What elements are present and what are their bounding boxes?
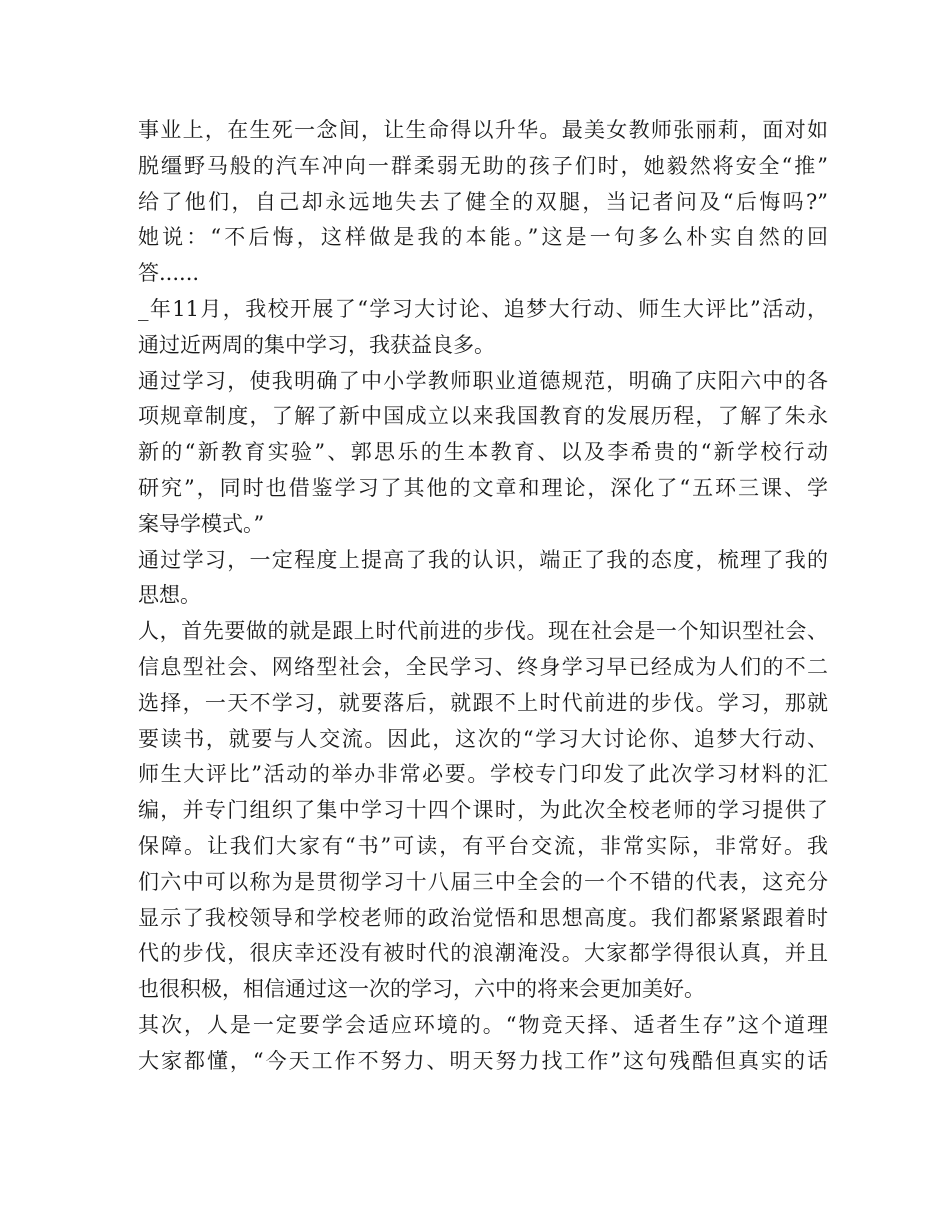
text-line: 思想。: [138, 583, 201, 608]
text-line: 编，并专门组织了集中学习十四个课时，为此次全校老师的学习提供了: [138, 798, 828, 823]
text-line: 人，首先要做的就是跟上时代前进的步伐。现在社会是一个知识型社会、: [138, 619, 828, 644]
text-line: 们六中可以称为是贯彻学习十八届三中全会的一个不错的代表，这充分: [138, 869, 828, 894]
text-line: 她说：“不后悔，这样做是我的本能。”这是一句多么朴实自然的回: [138, 225, 828, 250]
text-line: 保障。让我们大家有“书”可读，有平台交流，非常实际，非常好。我: [138, 833, 828, 858]
document-body-text: [138, 113, 828, 1080]
text-line: 脱缰野马般的汽车冲向一群柔弱无助的孩子们时，她毅然将安全“推”: [138, 153, 828, 178]
text-line: 大家都懂，“今天工作不努力、明天努力找工作”这句残酷但真实的话: [138, 1048, 828, 1073]
text-line: 要读书，就要与人交流。因此，这次的“学习大讨论你、追梦大行动、: [138, 726, 828, 751]
text-line: 新的“新教育实验”、郭思乐的生本教育、以及李希贵的“新学校行动: [138, 440, 828, 465]
text-line: 研究”，同时也借鉴学习了其他的文章和理论，深化了“五环三课、学: [138, 475, 828, 500]
text-line: 师生大评比”活动的举办非常必要。学校专门印发了此次学习材料的汇: [138, 762, 828, 787]
text-line: 通过近两周的集中学习，我获益良多。: [138, 332, 495, 357]
text-line: 选择，一天不学习，就要落后，就跟不上时代前进的步伐。学习，那就: [138, 690, 828, 715]
text-line: 答......: [138, 261, 200, 286]
text-line: 案导学模式。”: [138, 511, 265, 536]
text-line: 给了他们，自己却永远地失去了健全的双腿，当记者问及“后悔吗?”: [138, 189, 828, 214]
text-line: 事业上，在生死一念间，让生命得以升华。最美女教师张丽莉，面对如: [138, 118, 828, 142]
text-line: 通过学习，一定程度上提高了我的认识，端正了我的态度，梳理了我的: [138, 547, 828, 572]
text-line: 项规章制度，了解了新中国成立以来我国教育的发展历程，了解了朱永: [138, 404, 828, 429]
text-line: 显示了我校领导和学校老师的政治觉悟和思想高度。我们都紧紧跟着时: [138, 905, 828, 930]
text-line: 信息型社会、网络型社会，全民学习、终身学习早已经成为人们的不二: [138, 654, 828, 679]
text-line: 也很积极，相信通过这一次的学习，六中的将来会更加美好。: [138, 977, 705, 1002]
text-line: 通过学习，使我明确了中小学教师职业道德规范，明确了庆阳六中的各: [138, 368, 828, 393]
text-line: 其次，人是一定要学会适应环境的。“物竞天择、适者生存”这个道理: [138, 1012, 828, 1037]
text-line: _年11月，我校开展了“学习大讨论、追梦大行动、师生大评比”活动，: [138, 296, 828, 321]
text-line: 代的步伐，很庆幸还没有被时代的浪潮淹没。大家都学得很认真，并且: [138, 941, 828, 966]
